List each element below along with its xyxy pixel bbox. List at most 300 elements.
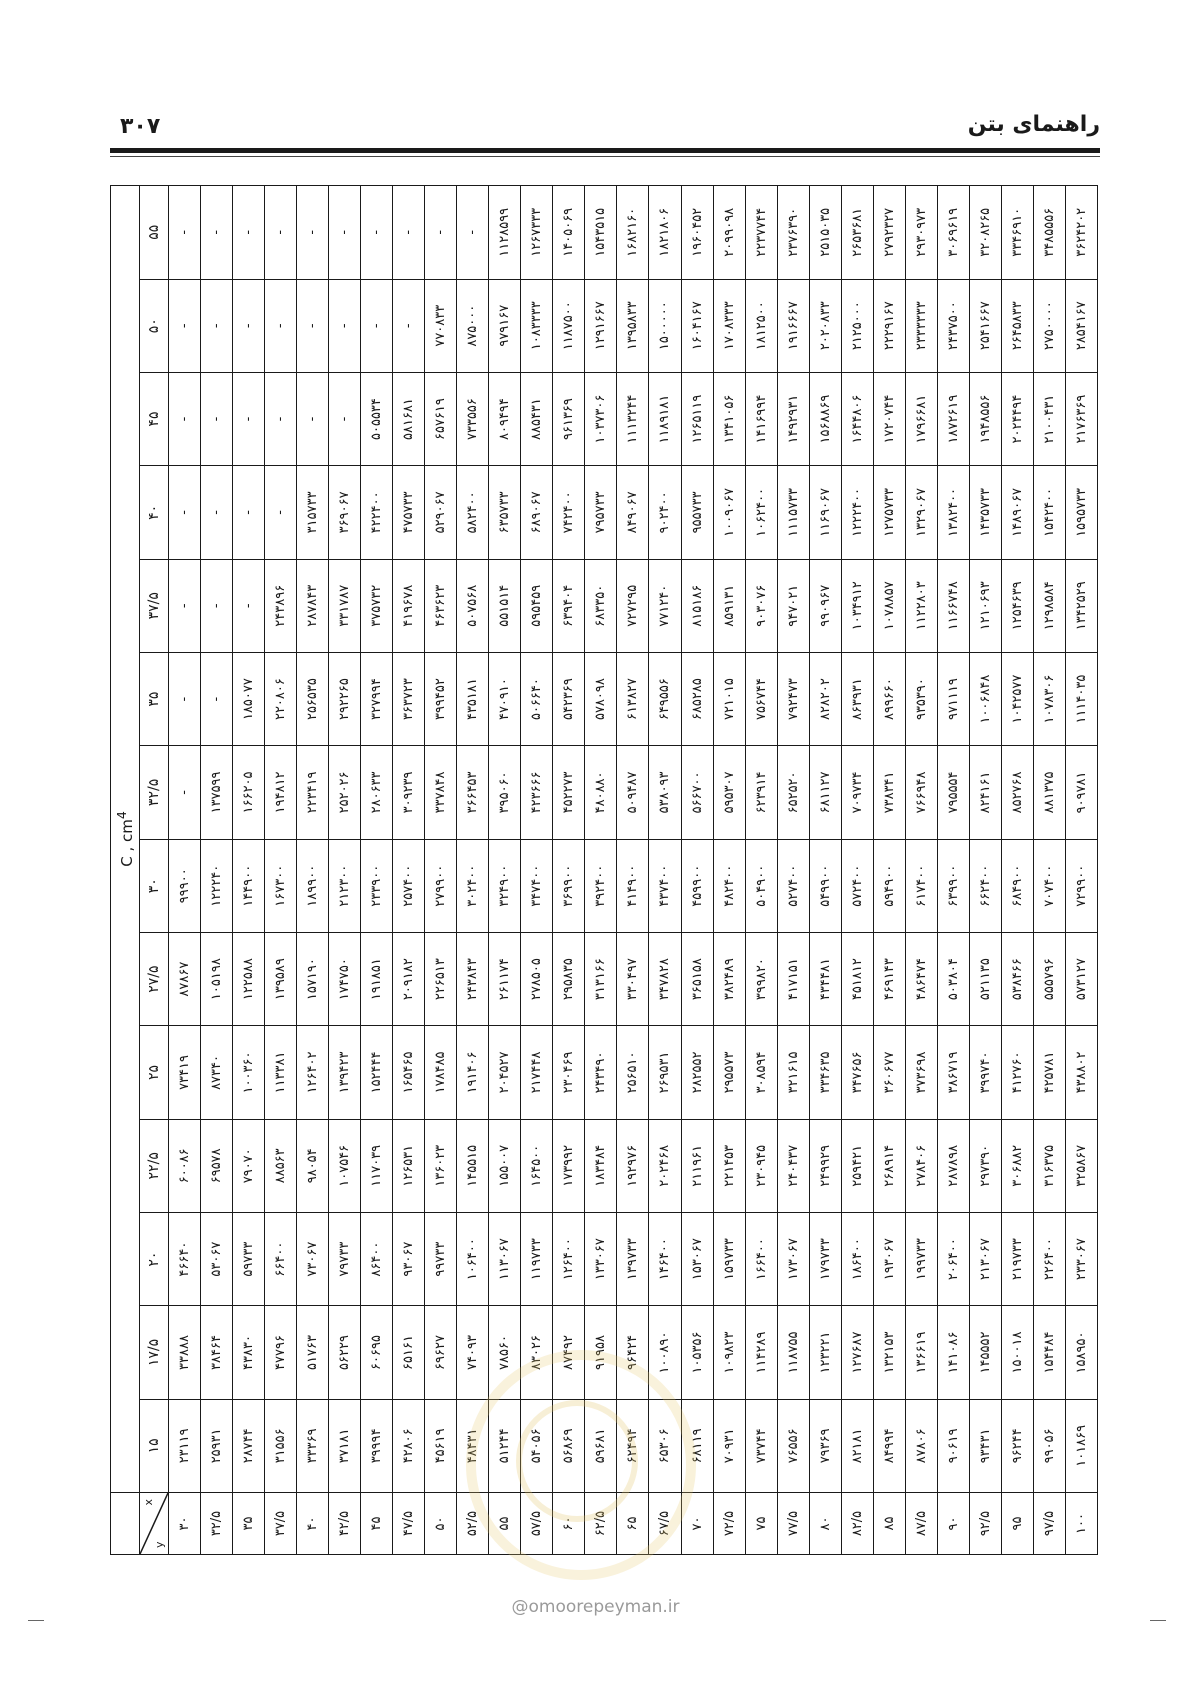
table-cell: ۱۱۶۹۰۶۷ — [809, 466, 841, 559]
table-cell: ۲۳۷۶۳۹۰ — [777, 186, 809, 280]
table-cell: ۳۲۰۸۲۶۵ — [969, 186, 1001, 280]
table-cell: ۲۵۷۴۰۰ — [393, 839, 425, 932]
table-cell: ۶۲۴۹۴ — [617, 1399, 649, 1492]
table-row — [745, 186, 777, 1555]
table-cell: ۵۷۸۰۹۸ — [585, 652, 617, 745]
table-cell: ۹۶۱۳۶۹ — [553, 372, 585, 465]
y-label: ۵۷/۵ — [521, 1493, 553, 1555]
table-cell: ۳۴۷۶۵۶ — [841, 1026, 873, 1119]
table-cell: ۳۹۹۸۲۰ — [745, 932, 777, 1025]
table-cell: ۳۳۱۷۸۷ — [329, 559, 361, 652]
table-cell: ۱۵۳۰۶۷ — [681, 1212, 713, 1305]
table-cell: ۱۰۵۱۹۸ — [201, 932, 233, 1025]
table-cell: ۶۶۴۰۰ — [265, 1212, 297, 1305]
table-cell: ۸۸۵۶۳ — [265, 1119, 297, 1212]
table-cell: ۵۶۲۲۹ — [329, 1306, 361, 1399]
table-cell: ۱۰۷۵۴۶ — [329, 1119, 361, 1212]
table-cell: ۲۴۳۴۹۰ — [585, 1026, 617, 1119]
table-cell: ۱۱۸۷۵۰۰ — [553, 279, 585, 372]
table-cell: ۹۹۰۵۶ — [1033, 1399, 1065, 1492]
table-cell: ۱۵۴۴۸۴ — [1033, 1306, 1065, 1399]
table-cell: ۷۹۲۴۷۳ — [777, 652, 809, 745]
table-cell: ۱۱۳۰۶۷ — [489, 1212, 521, 1305]
table-cell: ۱۶۶۲۰۵ — [233, 746, 265, 839]
table-cell: ۱۲۷۵۷۳۳ — [873, 466, 905, 559]
table-cell: ۱۴۵۵۵۲ — [969, 1306, 1001, 1399]
table-cell: ۵۰۶۶۴۰ — [521, 652, 553, 745]
table-cell: ۲۴۹۹۲۹ — [809, 1119, 841, 1212]
table-cell: ۳۴۸۵۵۵۶ — [1033, 186, 1065, 280]
table-cell: ۷۲۹۹۰۰ — [1065, 839, 1097, 932]
table-cell: ۸۰۹۴۹۴ — [489, 372, 521, 465]
table-cell: ۷۹۳۶۹ — [809, 1399, 841, 1492]
table-cell: ۲۴۳۸۴۳ — [457, 932, 489, 1025]
table-cell: ۱۳۲۱۵۳ — [873, 1306, 905, 1399]
table-cell: ۱۸۶۴۰۰ — [841, 1212, 873, 1305]
y-label: ۸۵ — [873, 1493, 905, 1555]
table-cell: ۱۷۸۴۸۵ — [425, 1026, 457, 1119]
table-cell: ۶۳۹۹۰۰ — [937, 839, 969, 932]
table-cell: ۳۲۱۶۱۵ — [777, 1026, 809, 1119]
table-cell: ۴۱۲۷۶۰ — [1001, 1026, 1033, 1119]
table-cell: ۱۲۶۵۳۱ — [393, 1119, 425, 1212]
table-row — [809, 186, 841, 1555]
table-cell: ۱۹۶۰۴۵۲ — [681, 186, 713, 280]
table-cell: ۲۳۰۹۴۵ — [745, 1119, 777, 1212]
table-cell: ۱۲۶۴۰۰ — [553, 1212, 585, 1305]
table-cell: ۲۲۲۹۱۶۷ — [873, 279, 905, 372]
table-cell: ۱۲۷۶۸۷ — [841, 1306, 873, 1399]
y-label: ۴۲/۵ — [329, 1493, 361, 1555]
table-cell: ۹۶۴۲۴ — [617, 1306, 649, 1399]
table-cell: ۷۳۸۳۴۱ — [873, 746, 905, 839]
table-cell: ۱۲۲۵۸۸ — [233, 932, 265, 1025]
table-cell: ۳۱۵۷۳۳ — [297, 466, 329, 559]
table-cell: ۲۴۳۷۵۰۰ — [937, 279, 969, 372]
table-cell: ۱۵۷۱۹۰ — [297, 932, 329, 1025]
table-cell: ۴۸۲۴۰۰ — [713, 839, 745, 932]
table-cell: ۸۶۳۹۳۱ — [841, 652, 873, 745]
x-header: ۴۰ — [140, 466, 169, 559]
table-cell: ۵۹۷۳۳ — [233, 1212, 265, 1305]
table-cell: ۵۰۴۹۰۰ — [745, 839, 777, 932]
table-cell: ۳۹۹۷۴۰ — [969, 1026, 1001, 1119]
x-header: ۳۰ — [140, 839, 169, 932]
table-cell: ۳۸۲۴۸۹ — [713, 932, 745, 1025]
table-cell: ۷۰۹۷۳۴ — [841, 746, 873, 839]
table-cell: ۲۰۲۴۶۸ — [649, 1119, 681, 1212]
y-label: ۹۵ — [1001, 1493, 1033, 1555]
table-cell: ۱۰۷۸۳۰۶ — [1033, 652, 1065, 745]
table-cell: ۱۷۳۰۶۷ — [777, 1212, 809, 1305]
table-cell: ۲۶۱۱۷۴ — [489, 932, 521, 1025]
table-cell: ۸۸۱۳۷۵ — [1033, 746, 1065, 839]
table-cell: ۸۲۸۲۰۲ — [809, 652, 841, 745]
table-cell: ۴۸۶۴۷۴ — [905, 932, 937, 1025]
table-cell: - — [265, 186, 297, 280]
table-cell: ۶۸۳۳۵۰ — [585, 559, 617, 652]
table-cell: ۵۷۲۴۰۰ — [841, 839, 873, 932]
table-cell: ۲۵۶۵۱۰ — [617, 1026, 649, 1119]
table-cell: ۶۶۲۴۰۰ — [969, 839, 1001, 932]
table-cell: ۵۳۸۴۶۶ — [1001, 932, 1033, 1025]
table-cell: ۱۱۹۷۳۳ — [521, 1212, 553, 1305]
table-row — [841, 186, 873, 1555]
table-cell: ۱۵۵۰۰۷ — [489, 1119, 521, 1212]
table-cell: ۲۴۰۴۳۷ — [777, 1119, 809, 1212]
table-cell: ۷۲۱۰۱۵ — [713, 652, 745, 745]
table-cell: ۲۷۹۲۳۲۷ — [873, 186, 905, 280]
x-header: ۳۵ — [140, 652, 169, 745]
table-cell: ۸۲۴۱۶۱ — [969, 746, 1001, 839]
left-margin-dash — [28, 1620, 44, 1621]
table-row — [649, 186, 681, 1555]
table-cell: ۲۳۳۰۶۷ — [1065, 1212, 1097, 1305]
table-row — [457, 186, 489, 1555]
x-header: ۳۲/۵ — [140, 746, 169, 839]
table-cell: ۴۸۰۸۸۰ — [585, 746, 617, 839]
table-cell: ۵۴۲۳۶۹ — [553, 652, 585, 745]
table-cell: ۱۰۶۴۰۰ — [457, 1212, 489, 1305]
table-cell: ۱۶۷۳۰۰ — [265, 839, 297, 932]
x-header: ۱۵ — [140, 1399, 169, 1492]
table-cell: ۵۰۷۵۶۸ — [457, 559, 489, 652]
table-cell: ۲۰۶۴۰۰ — [937, 1212, 969, 1305]
table-cell: ۵۲۱۱۳۵ — [969, 932, 1001, 1025]
table-cell: ۶۰۶۹۵ — [361, 1306, 393, 1399]
table-cell: ۹۵۵۷۳۳ — [681, 466, 713, 559]
table-cell: ۱۰۶۲۴۰۰ — [745, 466, 777, 559]
x-header: ۳۷/۵ — [140, 559, 169, 652]
y-label: ۴۵ — [361, 1493, 393, 1555]
table-cell: ۱۷۲۰۷۴۴ — [873, 372, 905, 465]
table-cell: ۹۳۰۶۷ — [393, 1212, 425, 1305]
table-cell: ۴۶۶۴۰ — [169, 1212, 201, 1305]
table-cell: ۲۸۷۸۴۳ — [297, 559, 329, 652]
table-cell: ۴۵۱۸۱۲ — [841, 932, 873, 1025]
table-cell: ۱۰۳۴۹۱۲ — [841, 559, 873, 652]
table-cell: ۵۸۲۴۰۰ — [457, 466, 489, 559]
table-cell: ۱۳۳۰۶۷ — [585, 1212, 617, 1305]
table-cell: ۷۹۵۵۵۴ — [937, 746, 969, 839]
table-cell: ۱۹۴۸۵۵۶ — [969, 372, 1001, 465]
table-cell: ۹۰۳۰۷۶ — [745, 559, 777, 652]
table-cell: - — [201, 466, 233, 559]
table-row — [169, 186, 201, 1555]
table-cell: ۱۶۵۴۶۵ — [393, 1026, 425, 1119]
table-cell: ۱۹۳۰۶۷ — [873, 1212, 905, 1305]
table-cell: ۱۲۱۰۶۹۳ — [969, 559, 1001, 652]
table-cell: ۹۴۷۰۲۱ — [777, 559, 809, 652]
table-cell: ۱۱۸۹۱۸۱ — [649, 372, 681, 465]
x-header: ۲۲/۵ — [140, 1119, 169, 1212]
table-cell: ۶۹۶۲۷ — [425, 1306, 457, 1399]
watermark-seal-inner — [516, 1400, 638, 1522]
table-cell: ۳۰۶۸۸۲ — [1001, 1119, 1033, 1212]
table-cell: - — [393, 279, 425, 372]
table-cell: ۹۱۹۵۸ — [585, 1306, 617, 1399]
table-cell: ۱۲۹۸۵۸۴ — [1033, 559, 1065, 652]
table-cell: ۱۰۵۳۵۶ — [681, 1306, 713, 1399]
table-cell: ۱۶۴۴۸۰۶ — [841, 372, 873, 465]
table-cell: - — [169, 746, 201, 839]
table-cell: ۱۱۳۳۸۱ — [265, 1026, 297, 1119]
table-cell: ۷۶۵۵۶ — [777, 1399, 809, 1492]
table-cell: ۹۳۵۳۹۰ — [905, 652, 937, 745]
table-cell: ۷۳۳۵۵۶ — [457, 372, 489, 465]
table-cell: ۳۳۰۴۹۷ — [617, 932, 649, 1025]
table-cell: ۱۴۳۵۷۳۳ — [969, 466, 1001, 559]
table-cell: ۱۱۷۰۳۹ — [361, 1119, 393, 1212]
table-cell: ۱۶۰۴۱۶۷ — [681, 279, 713, 372]
table-cell: ۹۹۹۰۰ — [169, 839, 201, 932]
table-cell: ۹۰۶۱۹ — [937, 1399, 969, 1492]
table-cell: ۸۷۳۴۰ — [201, 1026, 233, 1119]
table-cell: ۱۴۹۲۹۳۱ — [777, 372, 809, 465]
table-cell: ۵۱۷۶۳ — [297, 1306, 329, 1399]
y-label: ۷۰ — [681, 1493, 713, 1555]
y-label: ۶۷/۵ — [649, 1493, 681, 1555]
table-cell: ۴۷۵۷۳۳ — [393, 466, 425, 559]
table-cell: ۸۷۸۶۷ — [169, 932, 201, 1025]
table-cell: ۳۷۱۸۱ — [329, 1399, 361, 1492]
table-cell: ۱۸۵۰۷۷ — [233, 652, 265, 745]
y-label: ۷۵ — [745, 1493, 777, 1555]
table-cell: ۵۹۵۳۰۷ — [713, 746, 745, 839]
table-cell: ۶۵۲۵۲۰ — [777, 746, 809, 839]
table-cell: ۷۰۷۴۰۰ — [1033, 839, 1065, 932]
table-cell: ۴۳۵۱۸۱ — [457, 652, 489, 745]
table-cell: ۱۳۸۲۴۰۰ — [937, 466, 969, 559]
y-label: ۵۵ — [489, 1493, 521, 1555]
table-cell: ۱۰۰۶۸۴۸ — [969, 652, 1001, 745]
table-row — [425, 186, 457, 1555]
table-cell: ۱۲۲۲۴۰۰ — [841, 466, 873, 559]
table-body — [169, 186, 1098, 1555]
table-cell: - — [201, 372, 233, 465]
y-label: ۹۲/۵ — [969, 1493, 1001, 1555]
table-cell: ۷۵۶۷۴۴ — [745, 652, 777, 745]
table-cell: ۳۹۹۴۵۲ — [425, 652, 457, 745]
table-cell: ۸۳۰۲۶ — [521, 1306, 553, 1399]
table-cell: ۱۰۸۳۳۳۳ — [521, 279, 553, 372]
table-cell: ۷۹۰۷۰ — [233, 1119, 265, 1212]
table-row — [393, 186, 425, 1555]
table-cell: ۷۴۰۹۳ — [457, 1306, 489, 1399]
table-cell: ۱۶۶۴۰۰ — [745, 1212, 777, 1305]
table-cell: ۸۷۴۹۲ — [553, 1306, 585, 1399]
table-cell: ۷۲۷۲۹۵ — [617, 559, 649, 652]
unit-header — [111, 186, 140, 1493]
table-cell: ۱۳۶۶۱۹ — [905, 1306, 937, 1399]
table-cell: ۳۶۹۰۶۷ — [329, 466, 361, 559]
y-label: ۶۲/۵ — [585, 1493, 617, 1555]
table-cell: ۶۸۵۲۸۵ — [681, 652, 713, 745]
table-cell: ۱۴۶۴۰۰ — [649, 1212, 681, 1305]
table-row — [969, 186, 1001, 1555]
table-cell: - — [201, 652, 233, 745]
footer-url-text: omoorepeyman.ir — [528, 1597, 680, 1617]
table-row — [905, 186, 937, 1555]
table-cell: ۲۵۹۳۱ — [201, 1399, 233, 1492]
x-header: ۲۰ — [140, 1212, 169, 1305]
table-cell: ۳۲۷۹۹۴ — [361, 652, 393, 745]
y-label: ۵۰ — [425, 1493, 457, 1555]
table-cell: ۲۴۳۸۹۶ — [265, 559, 297, 652]
table-cell: ۱۷۳۹۹۲ — [553, 1119, 585, 1212]
table-row — [297, 186, 329, 1555]
table-cell: ۲۱۰۰۴۳۱ — [1033, 372, 1065, 465]
table-cell: ۷۰۹۳۱ — [713, 1399, 745, 1492]
table-cell: ۱۲۲۲۴۰ — [201, 839, 233, 932]
table-cell: ۲۲۶۴۰۰ — [1033, 1212, 1065, 1305]
table-cell: ۴۶۹۱۴۳ — [873, 932, 905, 1025]
table-cell: ۱۳۹۵۸۹ — [265, 932, 297, 1025]
table-cell: ۱۵۴۲۴۰۰ — [1033, 466, 1065, 559]
table-row — [937, 186, 969, 1555]
table-cell: ۱۱۴۲۸۹ — [745, 1306, 777, 1399]
x-header: ۴۵ — [140, 372, 169, 465]
table-cell: ۳۲۵۸۶۷ — [1065, 1119, 1097, 1212]
table-cell: ۹۰۲۴۰۰ — [649, 466, 681, 559]
table-cell: ۷۹۷۳۳ — [329, 1212, 361, 1305]
table-cell: ۲۷۸۵۰۵ — [521, 932, 553, 1025]
table-row — [713, 186, 745, 1555]
table-cell: ۲۶۵۳۶۸۱ — [841, 186, 873, 280]
y-label: ۳۰ — [169, 1493, 201, 1555]
table-cell: ۵۸۱۶۸۱ — [393, 372, 425, 465]
table-cell: ۳۶۰۶۷۷ — [873, 1026, 905, 1119]
table-cell: ۱۳۴۲۵۲۹ — [1065, 559, 1097, 652]
table-cell: ۱۰۴۲۵۷۷ — [1001, 652, 1033, 745]
table-cell: ۹۹۷۳۳ — [425, 1212, 457, 1305]
table-cell: ۱۳۲۹۰۶۷ — [905, 466, 937, 559]
table-cell: ۳۰۲۴۰۰ — [457, 839, 489, 932]
table-cell: ۱۹۱۴۰۶ — [457, 1026, 489, 1119]
table-cell: ۴۲۲۴۰۰ — [361, 466, 393, 559]
x-header: ۲۷/۵ — [140, 932, 169, 1025]
table-cell: ۹۰۹۷۸۱ — [1065, 746, 1097, 839]
table-cell: ۱۳۹۷۳۳ — [617, 1212, 649, 1305]
table-cell: ۱۵۰۰۰۰۰ — [649, 279, 681, 372]
table-cell: ۲۸۷۸۹۸ — [937, 1119, 969, 1212]
table-cell: ۴۸۴۳۱ — [457, 1399, 489, 1492]
table-cell: ۱۷۹۷۳۳ — [809, 1212, 841, 1305]
table-cell: ۲۸۲۵۵۲ — [681, 1026, 713, 1119]
table-cell: ۵۹۶۸۱ — [585, 1399, 617, 1492]
table-cell: ۱۳۶۰۲۳ — [425, 1119, 457, 1212]
table-cell: ۱۴۵۵۱۵ — [457, 1119, 489, 1212]
table-cell: ۳۰۶۹۶۱۹ — [937, 186, 969, 280]
table-cell: - — [169, 466, 201, 559]
corner-x-label: x — [142, 1499, 155, 1506]
table-cell: ۲۹۳۰۹۷۳ — [905, 186, 937, 280]
table-cell: - — [233, 466, 265, 559]
y-label: ۸۰ — [809, 1493, 841, 1555]
table-row — [873, 186, 905, 1555]
table-cell: - — [297, 279, 329, 372]
table-cell: ۶۱۳۸۲۷ — [617, 652, 649, 745]
table-cell: ۶۸۱۱۹ — [681, 1399, 713, 1492]
table-cell: ۱۵۰۰۱۸ — [1001, 1306, 1033, 1399]
y-label: ۸۲/۵ — [841, 1493, 873, 1555]
table-cell: ۱۱۱۴۰۳۵ — [1065, 652, 1097, 745]
table-cell: ۳۳۸۸۸ — [169, 1306, 201, 1399]
table-cell: - — [361, 279, 393, 372]
table-cell: ۴۵۲۲۷۳ — [553, 746, 585, 839]
table-cell: ۵۶۸۶۹ — [553, 1399, 585, 1492]
table-cell: ۲۰۲۰۸۳۳ — [809, 279, 841, 372]
table-cell: - — [361, 186, 393, 280]
table-cell: - — [425, 186, 457, 280]
table-cell: ۴۷۷۹۶ — [265, 1306, 297, 1399]
table-cell: ۷۴۲۴۰۰ — [553, 466, 585, 559]
table-cell: - — [169, 279, 201, 372]
table-cell: ۲۱۳۰۶۷ — [969, 1212, 1001, 1305]
header-rule — [110, 148, 1100, 153]
table-cell: ۱۳۹۴۲۳ — [329, 1026, 361, 1119]
table-cell: ۴۶۳۶۲۳ — [425, 559, 457, 652]
table-cell: ۳۱۵۵۶ — [265, 1399, 297, 1492]
table-cell: ۸۶۴۰۰ — [361, 1212, 393, 1305]
table-cell: ۱۶۴۵۰۰ — [521, 1119, 553, 1212]
table-cell: ۳۱۳۱۶۶ — [585, 932, 617, 1025]
table-cell: ۳۶۵۱۵۸ — [681, 932, 713, 1025]
unit-label: C , cm — [118, 819, 136, 867]
table-cell: - — [169, 559, 201, 652]
table-cell: ۵۲۷۴۰۰ — [777, 839, 809, 932]
table-cell: ۴۵۹۹۰۰ — [681, 839, 713, 932]
table-row — [1001, 186, 1033, 1555]
table-cell: ۶۵۷۶۱۹ — [425, 372, 457, 465]
table-cell: ۲۲۶۵۱۳ — [425, 932, 457, 1025]
table-cell: ۲۹۲۲۶۵ — [329, 652, 361, 745]
table-cell: ۹۹۰۹۶۷ — [809, 559, 841, 652]
table-cell: ۳۷۳۶۹۸ — [905, 1026, 937, 1119]
table-cell: ۸۷۵۰۰۰ — [457, 279, 489, 372]
table-cell: ۱۹۲۹۷۶ — [617, 1119, 649, 1212]
x-header: ۱۷/۵ — [140, 1306, 169, 1399]
table-cell: ۵۱۲۴۴ — [489, 1399, 521, 1492]
table-cell: - — [233, 372, 265, 465]
table-cell: - — [201, 279, 233, 372]
y-label: ۴۷/۵ — [393, 1493, 425, 1555]
table-cell: ۳۶۶۴۵۳ — [457, 746, 489, 839]
table-cell: ۴۳۴۴۸۱ — [809, 932, 841, 1025]
table-cell: ۵۶۶۷۰۰ — [681, 746, 713, 839]
table-cell: ۵۴۰۵۶ — [521, 1399, 553, 1492]
table-cell: ۳۹۵۰۶۰ — [489, 746, 521, 839]
table-cell: ۱۴۸۹۰۶۷ — [1001, 466, 1033, 559]
table-cell: ۱۷۰۸۳۳۳ — [713, 279, 745, 372]
table-cell: ۳۴۷۸۲۸ — [649, 932, 681, 1025]
table-cell: ۳۳۳۶۹ — [297, 1399, 329, 1492]
table-cell: ۱۹۱۸۵۱ — [361, 932, 393, 1025]
table-cell: ۱۴۴۹۰۰ — [233, 839, 265, 932]
x-header: ۲۵ — [140, 1026, 169, 1119]
table-cell: - — [329, 279, 361, 372]
table-row — [777, 186, 809, 1555]
table-cell: ۹۳۴۳۱ — [969, 1399, 1001, 1492]
watermark-seal — [466, 1350, 696, 1580]
table-cell: ۲۶۸۹۱۴ — [873, 1119, 905, 1212]
table-cell: ۳۶۲۴۲۰۲ — [1065, 186, 1097, 280]
table-cell: ۷۸۵۶۰ — [489, 1306, 521, 1399]
table-cell: ۱۲۶۵۱۱۹ — [681, 372, 713, 465]
table-cell: ۶۵۱۶۱ — [393, 1306, 425, 1399]
table-cell: ۲۷۵۰۰۰۰ — [1033, 279, 1065, 372]
y-label: ۴۰ — [297, 1493, 329, 1555]
